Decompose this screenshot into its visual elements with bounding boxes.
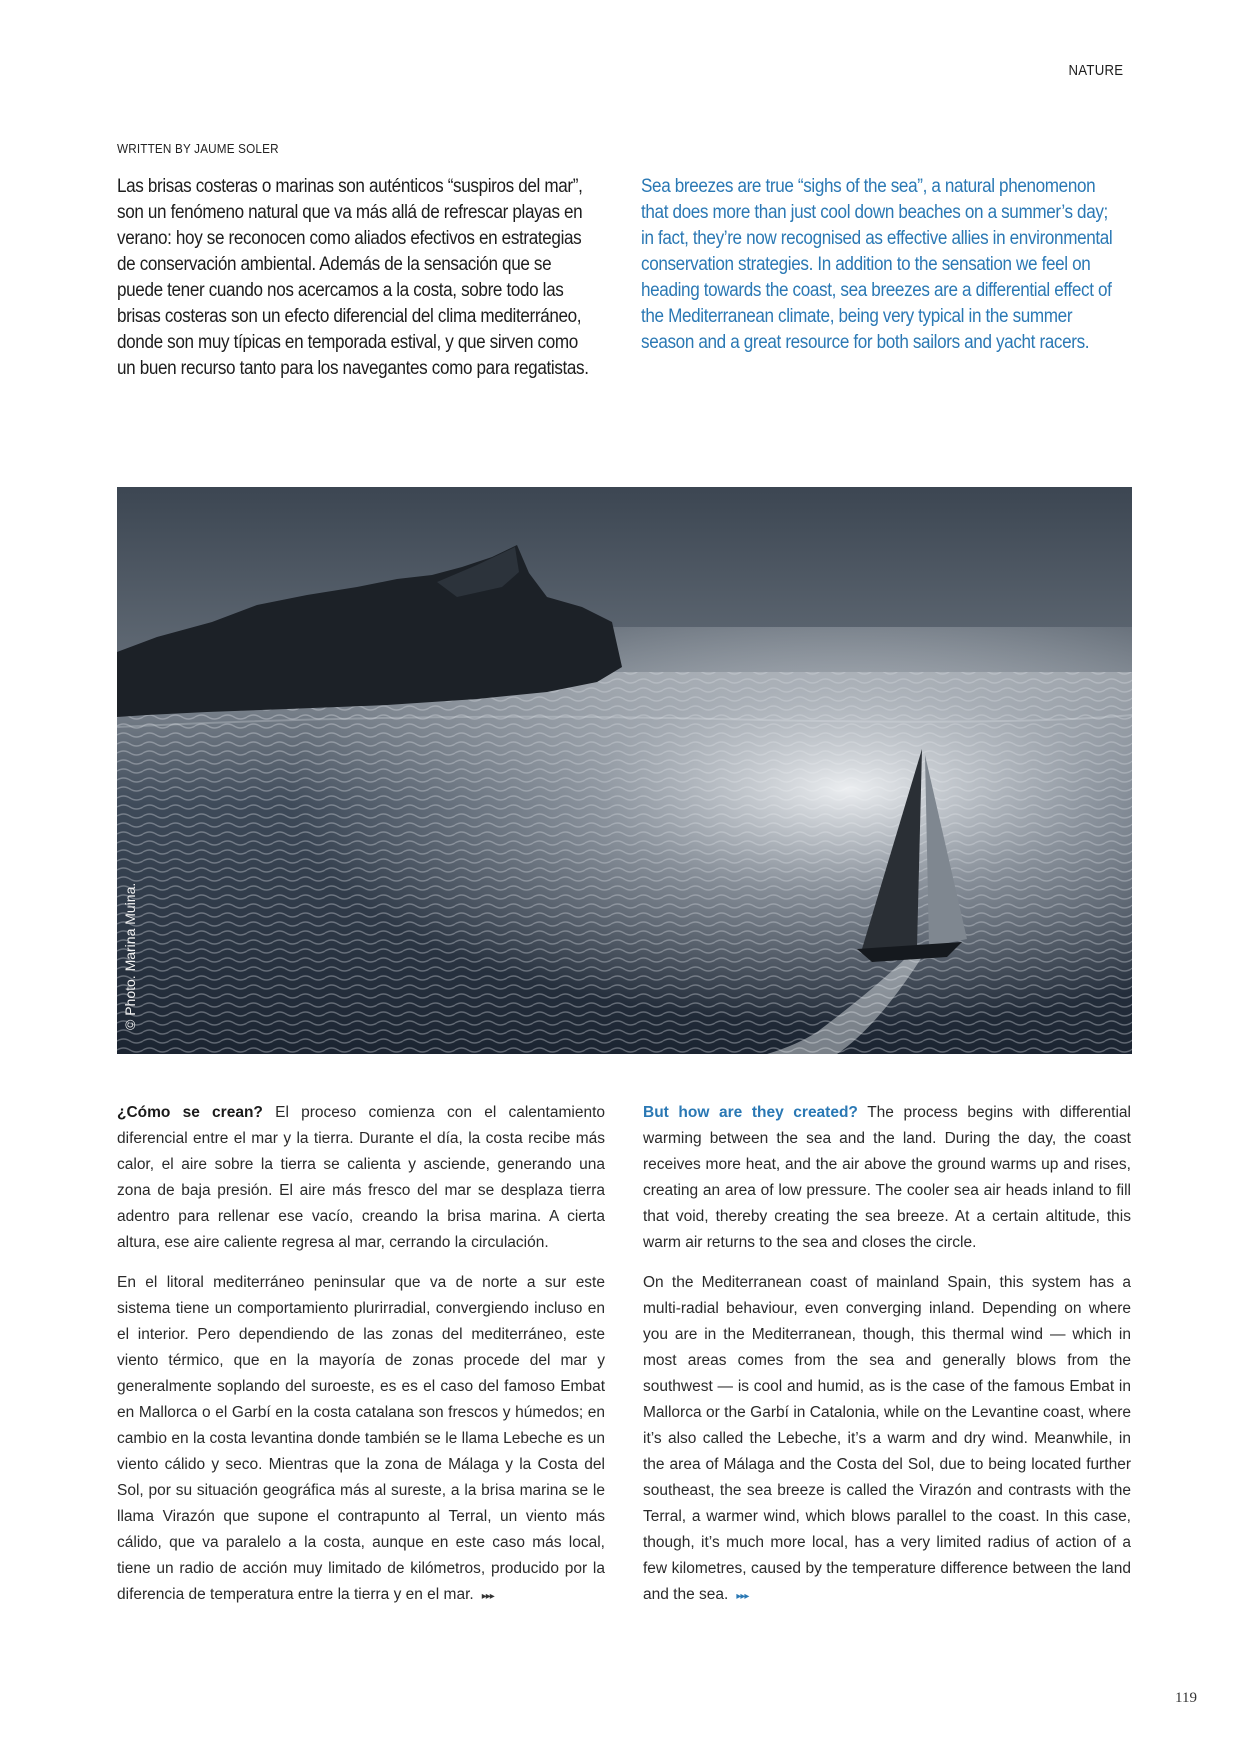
continue-arrow-icon: ▸▸▸	[736, 1591, 749, 1602]
continue-arrow-icon: ▸▸▸	[481, 1591, 494, 1602]
photo-credit: © Photo. Marina Muina.	[122, 882, 138, 1030]
paragraph	[643, 1270, 1131, 1610]
paragraph	[117, 1100, 605, 1256]
sailing-photo	[117, 487, 1132, 1054]
paragraph-text: El proceso comienza con el calentamiento diferencial entre el mar y la tierra. Durante el día, la costa recibe más calor, el aire sobre la tierra se calienta y asciende, generando una zona de baja presión. El aire más fresco del mar se desplaza tierra adentro para rellenar ese vacío, creando la brisa marina. A cierta altura, ese aire caliente regresa al mar, cerrando la circulación.	[117, 1104, 605, 1251]
paragraph-lead: But how are they created?	[643, 1104, 858, 1121]
paragraph-text: The process begins with differential warming between the sea and the land. During the day, the coast receives more heat, and the air above the ground warms up and rises, creating an area of low pressure. The cooler sea air heads inland to fill that void, thereby creating the sea breeze. At a certain altitude, this warm air returns to the sea and closes the circle.	[643, 1104, 1131, 1251]
section-label: NATURE	[1068, 62, 1123, 79]
body-column-english	[643, 1100, 1131, 1624]
byline: WRITTEN BY JAUME SOLER	[117, 141, 279, 156]
intro-spanish: Las brisas costeras o marinas son auténticos “suspiros del mar”, son un fenómeno natural que va más allá de refrescar playas en verano: hoy se reconocen como aliados efectivos en estrategias de conservación ambiental. Además de la sensación que se puede tener cuando nos acercamos a la costa, sobre todo las brisas costeras son un efecto diferencial del clima mediterráneo, donde son muy típicas en temporada estival, y que sirven como un buen recurso tanto para los navegantes como para regatistas.	[117, 176, 589, 379]
paragraph-lead: ¿Cómo se crean?	[117, 1104, 263, 1121]
page-number: 119	[1175, 1690, 1197, 1706]
paragraph-text: On the Mediterranean coast of mainland Spain, this system has a multi-radial behaviour, even converging inland. Depending on where you are in the Mediterranean, though, this thermal wind — which in most areas comes from the sea and generally blows from the southwest — is cool and humid, as is the case of the famous Embat in Mallorca or the Garbí in Catalonia, while on the Levantine coast, where it’s also called the Lebeche, it’s a warm and dry wind. Meanwhile, in the area of Málaga and the Costa del Sol, due to being located further southeast, the sea breeze is called the Virazón and contrasts with the Terral, a warmer wind, which blows parallel to the coast. In this case, though, it’s much more local, has a very limited radius of action of a few kilometres, caused by the temperature difference between the land and the sea.	[643, 1274, 1131, 1603]
paragraph	[643, 1100, 1131, 1256]
sea-island-sailboat-image	[117, 487, 1132, 1054]
intro-english: Sea breezes are true “sighs of the sea”, a natural phenomenon that does more than just cool down beaches on a summer’s day; in fact, they’re now recognised as effective allies in environmental conservation strategies. In addition to the sensation we feel on heading towards the coast, sea breezes are a differential effect of the Mediterranean climate, being very typical in the summer season and a great resource for both sailors and yacht racers.	[641, 176, 1113, 353]
paragraph	[117, 1270, 605, 1610]
paragraph-text: En el litoral mediterráneo peninsular que va de norte a sur este sistema tiene un comportamiento plurirradial, convergiendo incluso en el interior. Pero dependiendo de las zonas del mediterráneo, este viento térmico, que en la mayoría de zonas procede del mar y generalmente soplando del suroeste, es es el caso del famoso Embat en Mallorca o el Garbí en la costa catalana son frescos y húmedos; en cambio en la costa levantina donde también se le llama Lebeche es un viento cálido y seco. Mientras que la zona de Málaga y la Costa del Sol, por su situación geográfica más al sureste, a la brisa marina se le llama Virazón que supone el contrapunto al Terral, un viento más cálido, que va paralelo a la costa, aunque en este caso más local, tiene un radio de acción muy limitado de kilómetros, producido por la diferencia de temperatura entre la tierra y en el mar.	[117, 1274, 605, 1603]
body-column-spanish	[117, 1100, 605, 1624]
